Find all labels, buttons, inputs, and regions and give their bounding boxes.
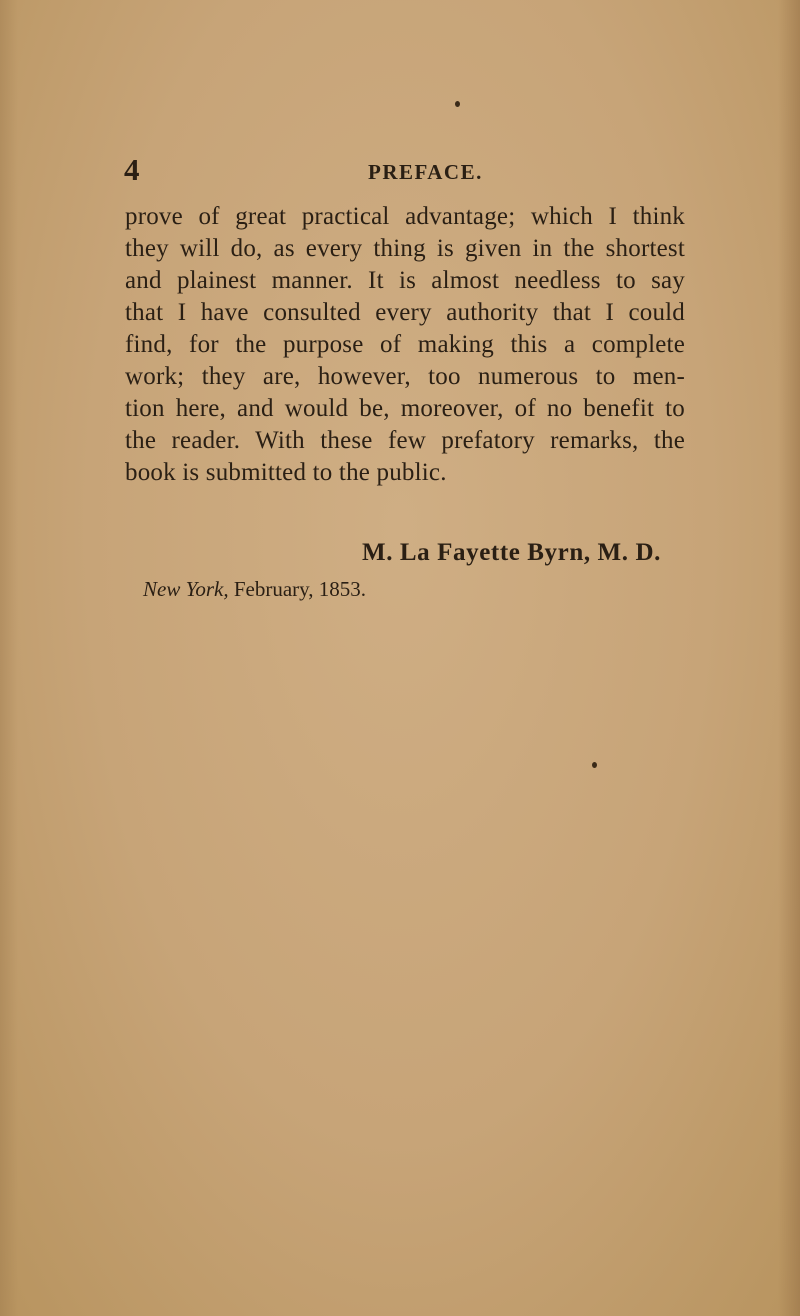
text-line: work; they are, however, too numerous to men- [125,363,685,390]
text-line: find, for the purpose of making this a complete [125,331,685,358]
page-number: 4 [124,152,140,187]
preface-body [125,201,685,489]
page-edge-right [778,0,800,1316]
running-head: PREFACE. [368,160,483,184]
text-line: tion here, and would be, moreover, of no benefit to [125,395,685,422]
page-header [124,150,684,190]
dateline-place: New York, [143,577,229,601]
ink-speck [455,101,460,107]
dateline-date: February, 1853. [233,577,367,601]
text-line: the reader. With these few prefatory remarks, the [125,427,685,454]
text-line: and plainest manner. It is almost needless to say [125,267,685,294]
text-line: prove of great practical advantage; which I think [125,203,685,230]
dateline [143,574,366,604]
text-line: they will do, as every thing is given in the shortest [125,235,685,262]
ink-speck [592,762,597,768]
author-signature: M. La Fayette Byrn, M. D. [362,539,661,566]
text-line: book is submitted to the public. [125,459,447,486]
text-line: that I have consulted every authority that I could [125,299,685,326]
page-edge-left [0,0,18,1316]
